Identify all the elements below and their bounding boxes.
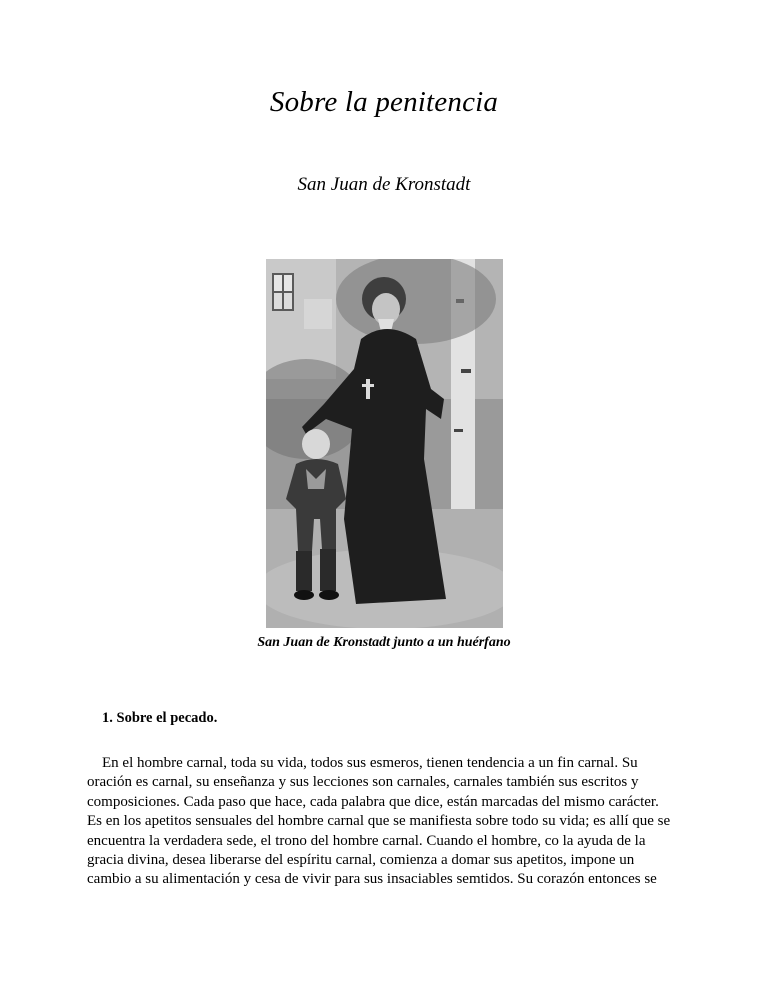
body-line: oración es carnal, su enseñanza y sus lecciones son carnales, carnales también sus escritos y (87, 774, 639, 791)
body-line: gracia divina, desea liberarse del espíritu carnal, comienza a domar sus apetitos, impone un (87, 852, 635, 869)
body-line: En el hombre carnal, toda su vida, todos sus esmeros, tienen tendencia a un fin carnal. Su (102, 755, 638, 771)
photo-caption: San Juan de Kronstadt junto a un huérfano (257, 635, 511, 650)
body-line: encuentra la verdadera sede, el trono del hombre carnal. Cuando el hombre, co la ayuda de la (87, 832, 646, 849)
section-body (87, 754, 687, 890)
body-line: cambio a su alimentación y cesa de vivir para sus insaciables semtidos. Su corazón entonces se (87, 871, 657, 888)
photo-priest-with-orphan (266, 259, 503, 628)
document-author: San Juan de Kronstadt (297, 174, 471, 195)
section-heading: 1. Sobre el pecado. (102, 710, 218, 726)
body-line: composiciones. Cada paso que hace, cada palabra que dice, están marcadas del mismo carácter. (87, 793, 659, 810)
document-title: Sobre la penitencia (269, 86, 499, 118)
body-line: Es en los apetitos sensuales del hombre carnal que se manifiesta sobre todo su vida; es allí que se (87, 813, 671, 830)
photo-illustration (266, 259, 503, 628)
